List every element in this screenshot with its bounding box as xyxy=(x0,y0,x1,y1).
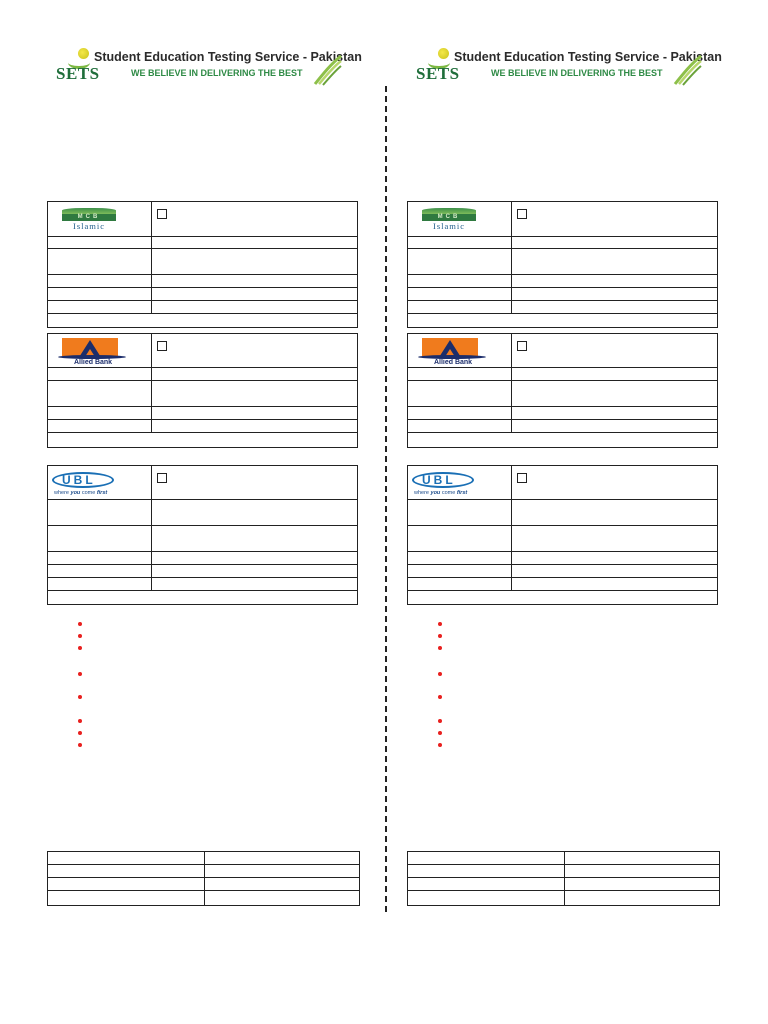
bullet-point xyxy=(78,719,82,723)
table-row xyxy=(408,865,719,878)
leaf-icon xyxy=(673,54,703,86)
bullet-point xyxy=(438,695,442,699)
bullet-point xyxy=(438,719,442,723)
bank-checkbox-allied[interactable] xyxy=(157,341,167,351)
table-row xyxy=(48,275,357,288)
table-row xyxy=(48,381,357,407)
table-row xyxy=(408,249,717,275)
table-row xyxy=(408,381,717,407)
bullet-point xyxy=(78,743,82,747)
bank-block-ubl xyxy=(407,465,718,605)
table-row xyxy=(48,368,357,381)
bank-header-row xyxy=(408,202,717,237)
bank-block-allied xyxy=(47,333,358,448)
mcb-islamic-logo: MCB Islamic xyxy=(58,208,120,232)
table-row xyxy=(48,433,357,447)
table-row xyxy=(408,288,717,301)
bank-header-row xyxy=(408,466,717,500)
header xyxy=(408,46,722,88)
table-row xyxy=(48,878,359,891)
bank-block-allied xyxy=(407,333,718,448)
bullet-point xyxy=(438,743,442,747)
ubl-logo: UBL where you come first xyxy=(52,472,120,498)
leaf-icon xyxy=(313,54,343,86)
table-row xyxy=(408,368,717,381)
table-row xyxy=(408,420,717,433)
mcb-islamic-logo: MCB Islamic xyxy=(418,208,480,232)
table-row xyxy=(408,591,717,604)
bullet-point xyxy=(78,634,82,638)
allied-bank-logo: Allied Bank xyxy=(58,338,126,366)
table-row xyxy=(48,852,359,865)
sets-logo xyxy=(56,46,100,86)
table-row xyxy=(48,591,357,604)
table-row xyxy=(48,578,357,591)
bank-header-row xyxy=(48,202,357,237)
table-row xyxy=(408,407,717,420)
sets-logo xyxy=(416,46,460,86)
table-row xyxy=(48,237,357,249)
bank-block-mcb xyxy=(47,201,358,328)
signature-table xyxy=(407,851,720,906)
allied-bank-logo: Allied Bank xyxy=(418,338,486,366)
slip-copy-left xyxy=(40,0,370,1024)
table-row xyxy=(408,565,717,578)
bullet-point xyxy=(78,646,82,650)
bullet-point xyxy=(78,731,82,735)
table-row xyxy=(408,275,717,288)
table-row xyxy=(408,878,719,891)
tagline: WE BELIEVE IN DELIVERING THE BEST xyxy=(131,68,303,78)
bank-header-row xyxy=(408,334,717,368)
logo-text: SETS xyxy=(56,64,100,83)
table-row xyxy=(48,500,357,526)
table-row xyxy=(48,288,357,301)
table-row xyxy=(408,314,717,327)
table-row xyxy=(48,891,359,905)
cut-line-divider xyxy=(385,86,387,912)
table-row xyxy=(48,565,357,578)
table-row xyxy=(48,407,357,420)
signature-table xyxy=(47,851,360,906)
bank-checkbox-ubl[interactable] xyxy=(517,473,527,483)
bullet-point xyxy=(438,634,442,638)
table-row xyxy=(408,552,717,565)
org-name: Student Education Testing Service - Pakistan xyxy=(94,50,362,64)
bullet-point xyxy=(438,731,442,735)
table-row xyxy=(408,301,717,314)
table-row xyxy=(48,526,357,552)
table-row xyxy=(48,552,357,565)
org-name: Student Education Testing Service - Pakistan xyxy=(454,50,722,64)
bank-checkbox-mcb[interactable] xyxy=(157,209,167,219)
bank-block-ubl xyxy=(47,465,358,605)
table-row xyxy=(48,249,357,275)
bank-checkbox-mcb[interactable] xyxy=(517,209,527,219)
slip-copy-right xyxy=(400,0,730,1024)
table-row xyxy=(408,578,717,591)
table-row xyxy=(408,500,717,526)
table-row xyxy=(48,865,359,878)
bullet-point xyxy=(438,622,442,626)
bank-header-row xyxy=(48,334,357,368)
bullet-point xyxy=(438,672,442,676)
ubl-logo: UBL where you come first xyxy=(412,472,480,498)
table-row xyxy=(48,420,357,433)
bullet-point xyxy=(438,646,442,650)
table-row xyxy=(48,301,357,314)
bank-checkbox-ubl[interactable] xyxy=(157,473,167,483)
table-row xyxy=(48,314,357,327)
bullet-point xyxy=(78,695,82,699)
bank-header-row xyxy=(48,466,357,500)
bank-block-mcb xyxy=(407,201,718,328)
table-row xyxy=(408,237,717,249)
logo-text: SETS xyxy=(416,64,460,83)
table-row xyxy=(408,433,717,447)
table-row xyxy=(408,891,719,905)
tagline: WE BELIEVE IN DELIVERING THE BEST xyxy=(491,68,663,78)
header xyxy=(48,46,362,88)
bank-checkbox-allied[interactable] xyxy=(517,341,527,351)
table-row xyxy=(408,526,717,552)
table-row xyxy=(408,852,719,865)
bullet-point xyxy=(78,622,82,626)
bullet-point xyxy=(78,672,82,676)
